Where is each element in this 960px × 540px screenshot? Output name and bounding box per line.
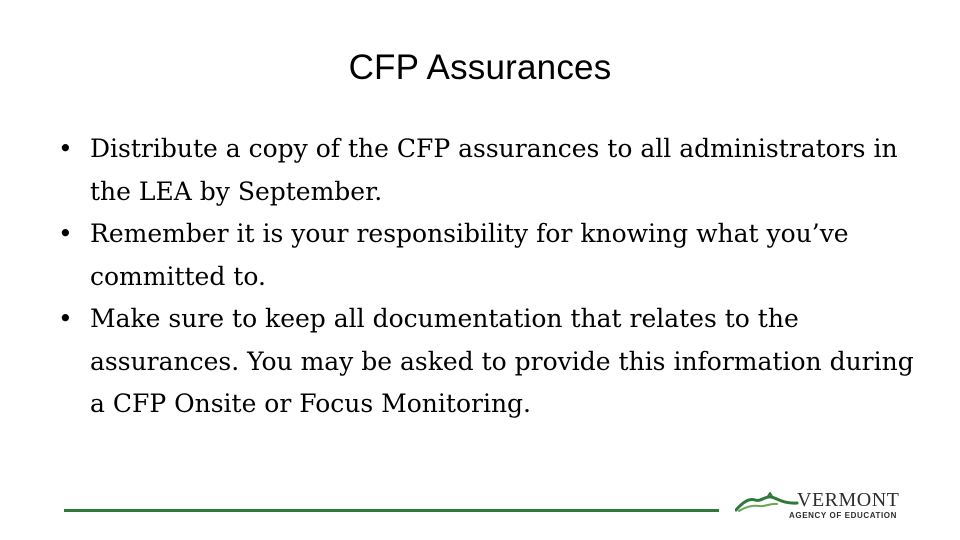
bullet-text: Make sure to keep all documentation that relates to the assurances. You may be asked to provide this information during a CFP Onsite or Focus Monitoring. <box>90 304 914 418</box>
bullet-dot: • <box>58 134 73 163</box>
bullet-item <box>58 213 918 298</box>
bullet-text: Distribute a copy of the CFP assurances to all administrators in the LEA by September. <box>90 134 898 206</box>
vermont-logo <box>735 488 915 524</box>
bullet-text: Remember it is your responsibility for knowing what you’ve committed to. <box>90 219 849 291</box>
slide-title: CFP Assurances <box>348 48 612 87</box>
footer-divider <box>64 509 719 512</box>
bullet-dot: • <box>58 219 73 248</box>
bullet-item <box>58 298 918 426</box>
bullet-item <box>58 128 918 213</box>
logo-wordmark: VERMONT <box>797 489 900 511</box>
logo-subtitle: AGENCY OF EDUCATION <box>789 511 897 520</box>
mountain-icon <box>735 490 799 512</box>
bullet-dot: • <box>58 304 73 333</box>
bullet-list <box>58 128 918 426</box>
